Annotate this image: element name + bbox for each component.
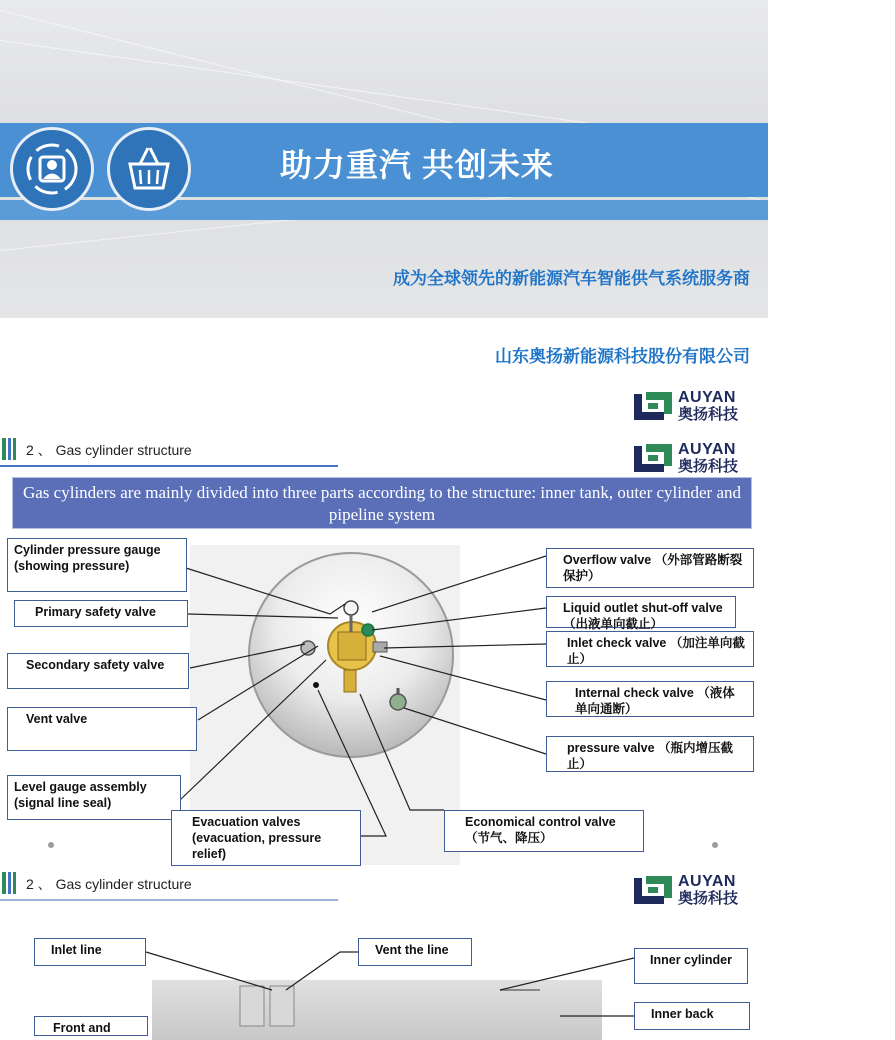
label-pressure-valve: pressure valve （瓶内增压截止） (546, 736, 754, 772)
label-inner-cylinder: Inner cylinder (634, 948, 748, 984)
logo-text-en: AUYAN (678, 389, 736, 406)
basket-icon (107, 127, 191, 211)
cover-tagline: 成为全球领先的新能源汽车智能供气系统服务商 (393, 269, 750, 288)
decor-dot (48, 842, 54, 848)
cover-slide (0, 0, 768, 432)
label-level-gauge-assembly: Level gauge assembly (signal line seal) (7, 775, 181, 820)
company-name: 山东奥扬新能源科技股份有限公司 (495, 347, 750, 366)
label-vent-line: Vent the line (358, 938, 472, 966)
label-economical-control-valve: Economical control valve （节气、降压） (444, 810, 644, 852)
person-target-icon (10, 127, 94, 211)
decor-dot (712, 842, 718, 848)
company-logo (634, 390, 738, 422)
logo-text-en: AUYAN (678, 873, 736, 890)
label-inlet-line: Inlet line (34, 938, 146, 966)
logo-text-cn: 奥扬科技 (678, 406, 739, 423)
label-inner-back: Inner back (634, 1002, 750, 1030)
pipeline-slide (0, 866, 768, 1035)
logo-text-en: AUYAN (678, 441, 736, 458)
section-title: 2 、 Gas cylinder structure (26, 442, 192, 458)
label-internal-check-valve: Internal check valve （液体单向通断） (546, 681, 754, 717)
cover-title: 助力重汽 共创未来 (280, 147, 554, 183)
structure-banner: Gas cylinders are mainly divided into three parts according to the structure: inner tank, outer cylinder and pipeline system (12, 477, 752, 529)
label-front: Front and (34, 1016, 148, 1036)
label-liquid-outlet-valve: Liquid outlet shut-off valve （出液单向截止） (546, 596, 736, 628)
logo-text-cn: 奥扬科技 (678, 458, 739, 475)
label-primary-safety-valve: Primary safety valve (14, 600, 188, 627)
structure-slide (0, 432, 768, 866)
label-inlet-check-valve: Inlet check valve （加注单向截止） (546, 631, 754, 667)
section-title: 2 、 Gas cylinder structure (26, 876, 192, 892)
logo-text-cn: 奥扬科技 (678, 890, 739, 907)
label-cylinder-pressure-gauge: Cylinder pressure gauge (showing pressure) (7, 538, 187, 592)
label-evacuation-valves: Evacuation valves (evacuation, pressure relief) (171, 810, 361, 866)
logo-mark-icon (634, 392, 672, 420)
label-vent-valve: Vent valve (7, 707, 197, 751)
label-overflow-valve: Overflow valve （外部管路断裂保护） (546, 548, 754, 588)
label-secondary-safety-valve: Secondary safety valve (7, 653, 189, 689)
